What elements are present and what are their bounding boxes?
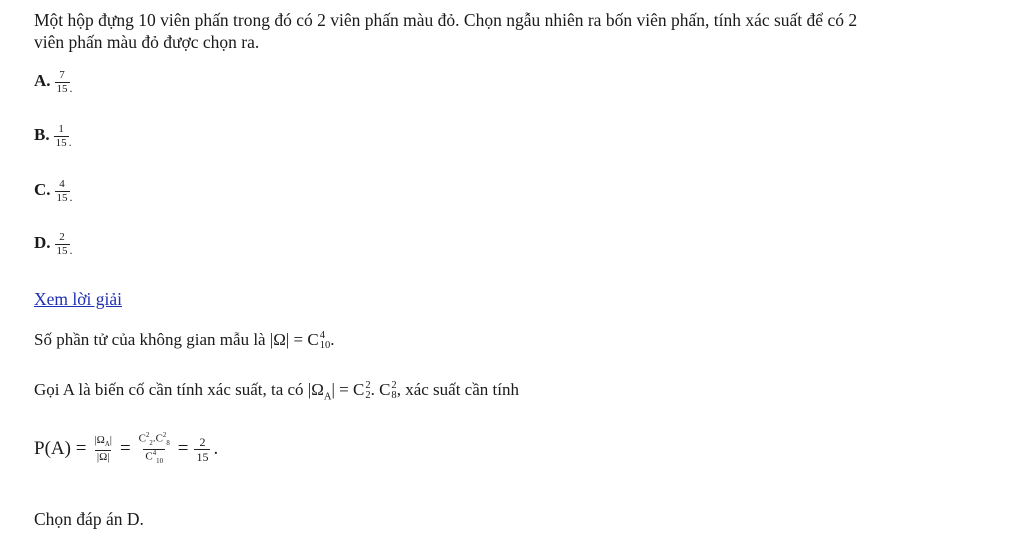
fraction-numerator: 4 (59, 178, 65, 190)
option-fraction (54, 124, 69, 149)
option-d[interactable]: D. $\frac{2}{15}$ $_.$ (34, 231, 73, 258)
event-line: Gọi A là biến cố cần tính xác suất, ta có $|\Omega_A| = C$ 2 2 . C 2 8 , xác suất cần tính (34, 380, 519, 403)
fraction-denominator: 15 (56, 245, 68, 257)
formula-fraction-2: $\frac{C^2_2.C^2_8}{C^4_{10}}$ (138, 432, 170, 465)
fraction-numerator: 2 (59, 231, 65, 243)
question-line-1: Một hộp đựng 10 viên phấn trong đó có 2 viên phấn màu đỏ. Chọn ngẫu nhiên ra bốn viên phấn, tính xác suất để có 2 (34, 10, 858, 30)
option-label: A. (34, 71, 51, 91)
view-solution-link[interactable]: Xem lời giải (34, 289, 122, 309)
fraction-numerator: 1 (58, 123, 64, 135)
probability-formula: P(A) = $\frac{|\Omega_A|}{|\Omega|}$ = $\frac{C^2_2.C^2_8}{C^4_{10}}$ = $\frac{2}{15}$ . (34, 432, 219, 465)
option-a[interactable]: A. $\frac{7}{15}$ $_.$ (34, 69, 73, 96)
formula-fraction-1: $\frac{|\Omega_A|}{|\Omega|}$ (94, 434, 112, 464)
question-line-2: viên phấn màu đỏ được chọn ra. (34, 32, 260, 52)
option-label: B. (34, 125, 50, 145)
conclusion-text: Chọn đáp án D. (34, 509, 144, 529)
option-fraction (55, 232, 70, 257)
fraction-denominator: 15 (55, 137, 67, 149)
formula-result: $\frac{2}{15}$ (196, 434, 209, 464)
option-fraction (55, 179, 70, 204)
fraction-numerator: 7 (59, 69, 65, 81)
option-c[interactable]: C. $\frac{4}{15}$ $_.$ (34, 178, 73, 205)
fraction-denominator: 15 (56, 192, 68, 204)
option-b[interactable]: B. $\frac{1}{15}$ $_.$ (34, 123, 72, 150)
fraction-denominator: 15 (56, 83, 68, 95)
formula-lhs: P(A) = (34, 438, 87, 460)
sample-space-line: Số phần tử của không gian mẫu là |Ω| = C 4 10 . (34, 330, 335, 352)
option-label: C. (34, 180, 51, 200)
option-fraction (55, 70, 70, 95)
option-label: D. (34, 233, 51, 253)
